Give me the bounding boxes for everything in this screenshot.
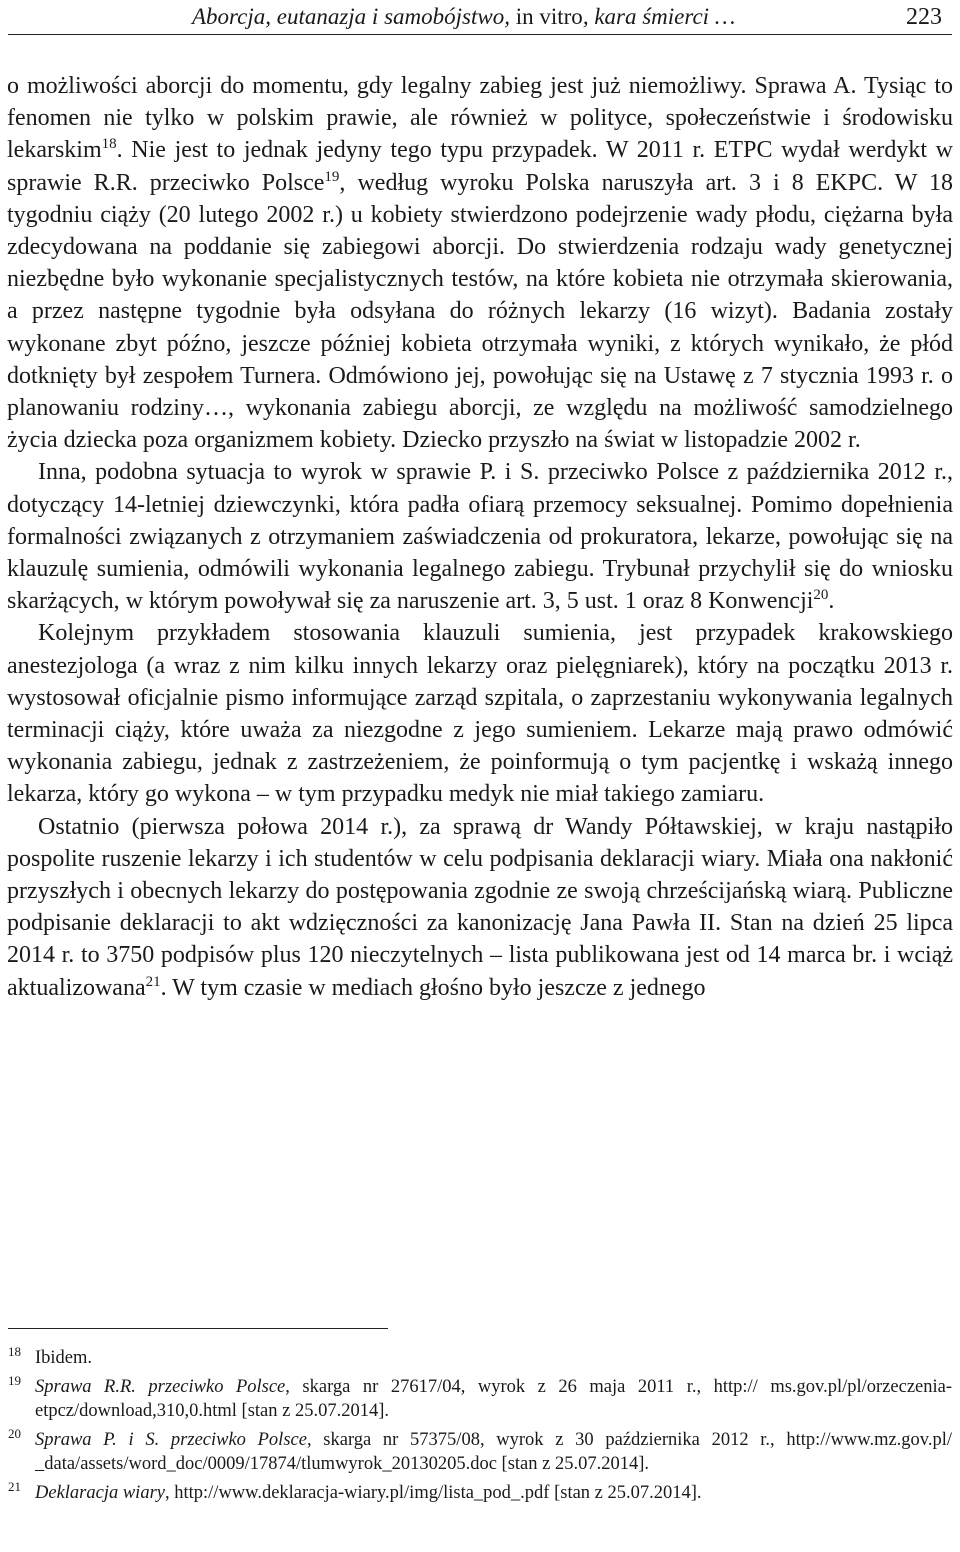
footnote-ref[interactable]: 19 xyxy=(324,168,340,185)
paragraph xyxy=(7,811,953,1004)
text-run: . xyxy=(828,588,835,615)
text-run: Ostatnio (pierwsza połowa 2014 r.), za sprawą dr Wandy Półtawskiej, w kraju nastąpiło pospolite ruszenie lekarzy i ich studentów w celu podpisania deklaracji wiary. Miała ona nakłonić przyszłych i obecnych lekarzy do postępowania zgodnie ze swoją chrześcijańską wiarą. Publiczne podpisanie deklaracji to akt wdzięczności za kanonizację Jana Pawła II. Stan na dzień 25 lipca 2014 r. to 3750 podpisów plus 120 nieczytelnych – lista publikowana jest od 14 marca br. i wciąż aktualizowana xyxy=(7,813,953,1001)
footnote-ref[interactable]: 21 xyxy=(145,973,161,990)
running-title-part: in vitro xyxy=(515,4,583,29)
running-title-part: Aborcja, eutanazja i samobójstwo, xyxy=(192,4,516,29)
footnote-ref[interactable]: 20 xyxy=(813,587,829,604)
footnote-text[interactable]: , skarga nr 27617/04, wyrok z 26 maja 2011 r., http:// ms.gov.pl/pl/orzeczenia-etpcz/download,310,0.html [stan z 25.07.2014]. xyxy=(35,1377,953,1421)
footnote xyxy=(8,1428,952,1476)
running-header xyxy=(8,2,952,35)
footnote xyxy=(8,1481,952,1505)
footnote-text: Ibidem. xyxy=(35,1348,93,1368)
text-run: o możliwości aborcji do momentu, gdy legalny zabieg jest już niemożliwy. Sprawa A. Tysiąc to fenomen nie tylko w polskim prawie, ale również w polityce, społeczeństwie i środowisku lekarskim xyxy=(7,73,953,164)
text-run: Inna, podobna sytuacja to wyrok w sprawie P. i S. przeciwko Polsce z października 2012 r., dotyczący 14-letniej dziewczynki, która padła ofiarą przemocy seksualnej. Pomimo dopełnienia formalności związanych z otrzymaniem zaświadczenia od prokuratora, lekarze, powołując się na klauzulę sumienia, odmówili wykonania legalnego zabiegu. Trybunał przychylił się do wniosku skarżących, w którym powoływał się za naruszenie art. 3, 5 ust. 1 oraz 8 Konwencji xyxy=(7,459,953,615)
footnote-ref[interactable]: 18 xyxy=(101,136,117,153)
paragraph xyxy=(7,70,953,456)
running-title xyxy=(192,3,735,31)
footnote-number: 18 xyxy=(8,1344,21,1359)
footnote-number: 19 xyxy=(8,1373,21,1388)
footnote-text[interactable]: data/assets/word_doc/0009/17874/tlumwyrok_20130205.doc [stan z 25.07.2014]. xyxy=(44,1454,650,1474)
text-run: , według wyroku Polska naruszyła art. 3 i 8 EKPC. W 18 tygodniu ciąży (20 lutego 2002 r.) u kobiety stwierdzono podejrzenie wady płodu, ciężarna była zdecydowana na poddanie się zabiegowi aborcji. Do stwierdzenia rodzaju wady genetycznej niezbędne było wykonanie specjalistycznych testów, na które kobieta nie otrzymała skierowania, a przez następne tygodnie była odsyłana do różnych lekarzy (16 wizyt). Badania zostały wykonane zbyt późno, jeszcze później kobieta otrzymała wyniki, z których wynikało, że płód dotknięty był zespołem Turnera. Odmówiono jej, powołując się na Ustawę z 7 stycznia 1993 r. o planowaniu rodziny…, wykonania zabiegu aborcji, ze względu na możliwość samodzielnego życia dziecka poza organizmem kobiety. Dziecko przyszło na świat w listopadzie 2002 r. xyxy=(7,169,953,454)
footnote-doc-name: Deklaracja wiary xyxy=(35,1483,165,1503)
text-run: . Nie jest to jednak jedyny tego typu przypadek. W 2011 r. ETPC wydał werdykt w sprawie R.R. przeciwko Polsce xyxy=(7,137,953,196)
text-run: . W tym czasie w mediach głośno było jeszcze z jednego xyxy=(160,974,706,1001)
paragraph xyxy=(7,456,953,617)
running-title-part: , kara śmierci … xyxy=(582,4,736,29)
footnote-number: 20 xyxy=(8,1426,21,1441)
footnote-separator xyxy=(8,1328,388,1329)
paragraph: Kolejnym przykładem stosowania klauzuli sumienia, jest przypadek krakowskiego anestezjologa (a wraz z nim kilku innych lekarzy oraz pielęgniarek), który na początku 2013 r. wystosował oficjalnie pismo informujące zarząd szpitala, o zaprzestaniu wykonywania legalnych terminacji ciąży, które uważa za niezgodne z jego sumieniem. Lekarze mają prawo odmówić wykonania zabiegu, jednak z zastrzeżeniem, że poinformują o tym pacjentkę i wskażą innego lekarza, który go wykona – w tym przypadku medyk nie miał takiego zamiaru. xyxy=(7,620,953,808)
footnotes xyxy=(8,1346,952,1510)
footnote-text[interactable]: , skarga nr 57375/08, wyrok z 30 października 2012 r., http://www.mz.gov.pl/ xyxy=(306,1430,953,1450)
footnote-text[interactable]: , http://www.deklaracja-wiary.pl/img/lista_pod_.pdf [stan z 25.07.2014]. xyxy=(165,1483,702,1503)
footnote-case-name: Sprawa R.R. przeciwko Polsce xyxy=(35,1377,286,1397)
page-number: 223 xyxy=(906,4,942,30)
footnote xyxy=(8,1346,952,1370)
body-text xyxy=(7,70,953,1004)
footnote xyxy=(8,1375,952,1423)
footnote-number: 21 xyxy=(8,1479,21,1494)
footnote-underscore xyxy=(35,1454,44,1474)
footnote-case-name: Sprawa P. i S. przeciwko Polsce xyxy=(35,1430,307,1450)
